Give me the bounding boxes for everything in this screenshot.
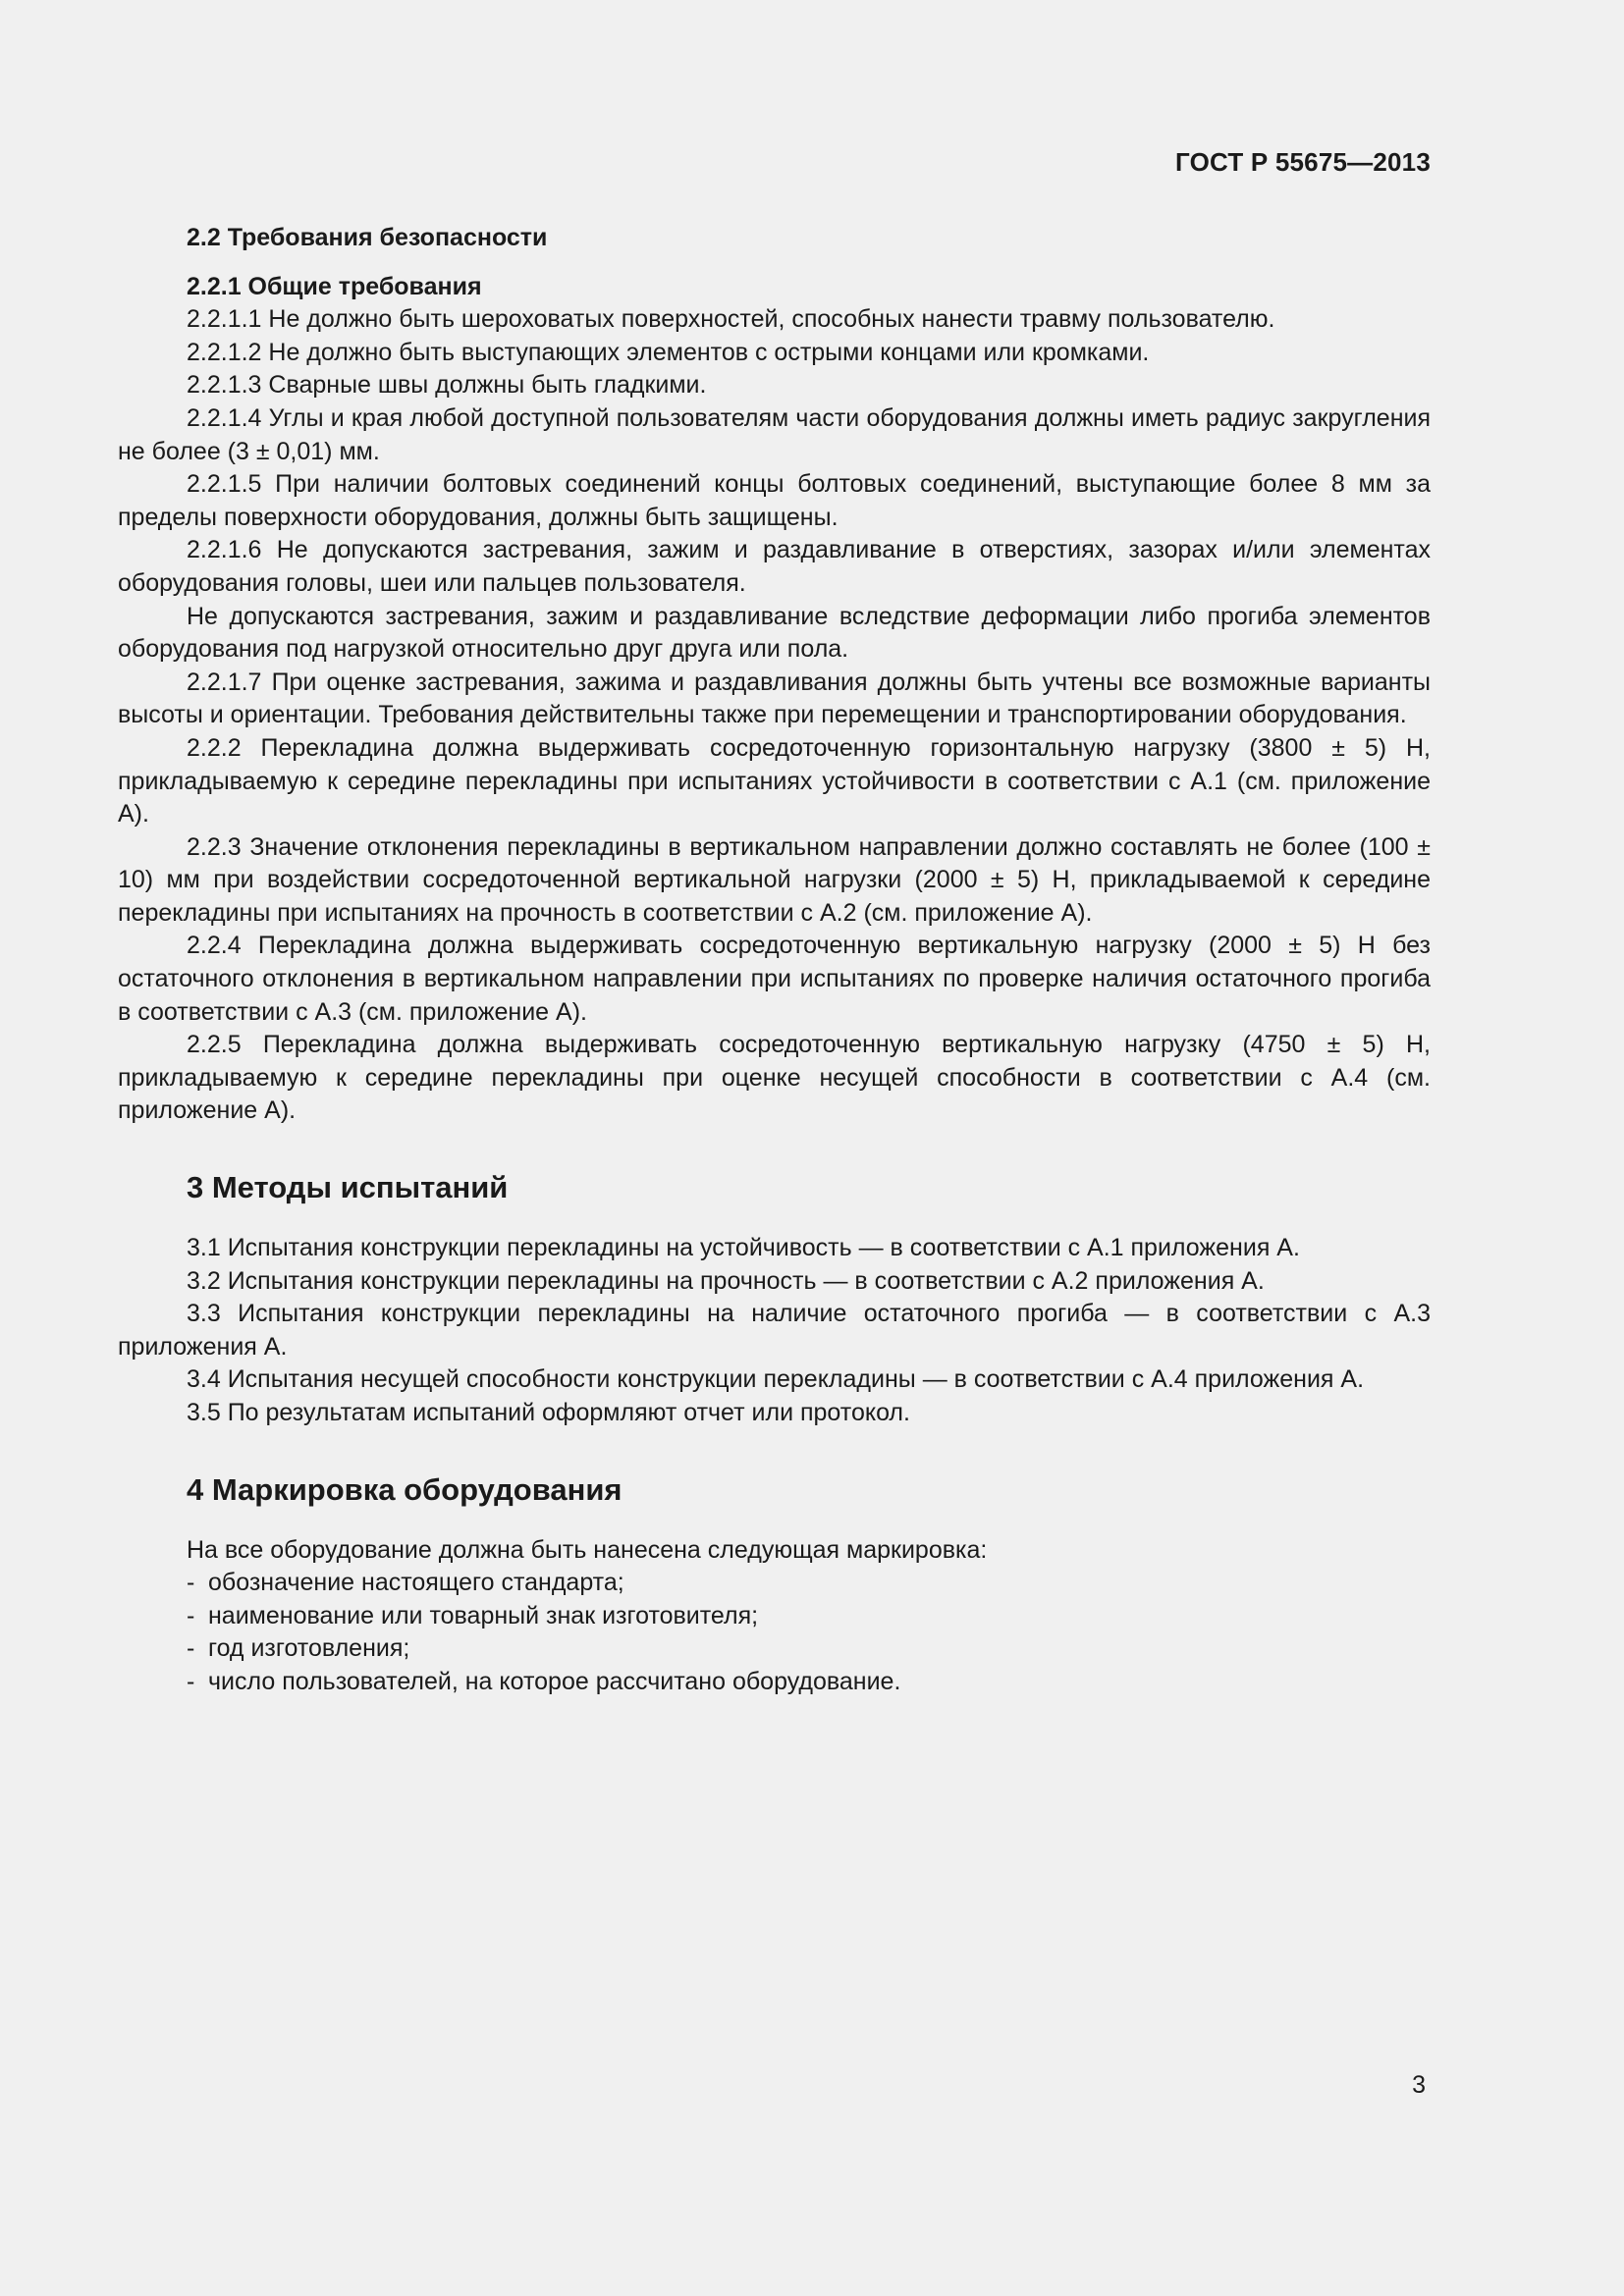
dash-bullet: - bbox=[187, 1569, 195, 1597]
section-2-2-heading: 2.2 Требования безопасности bbox=[187, 224, 548, 251]
section-2-2-1-heading: 2.2.1 Общие требования bbox=[187, 272, 482, 300]
paragraph: 3.4 Испытания несущей способности конструкции перекладины — в соответствии с А.4 приложения А. bbox=[187, 1365, 1365, 1394]
dash-bullet: - bbox=[187, 1601, 195, 1629]
paragraph: Не допускаются застревания, зажим и раздавливание вследствие деформации либо прогиба элементов оборудования под нагрузкой относительно друг друга или пола. bbox=[118, 602, 1431, 664]
paragraph: 2.2.1.3 Сварные швы должны быть гладкими. bbox=[187, 371, 707, 400]
dash-bullet: - bbox=[187, 1667, 195, 1695]
standard-code: ГОСТ Р 55675—2013 bbox=[1175, 147, 1431, 177]
paragraph: 3.2 Испытания конструкции перекладины на прочность — в соответствии с А.2 приложения А. bbox=[187, 1266, 1265, 1295]
marking-intro: На все оборудование должна быть нанесена следующая маркировка: bbox=[187, 1535, 988, 1564]
list-item: - наименование или товарный знак изготовителя; bbox=[187, 1600, 1431, 1633]
dash-bullet: - bbox=[187, 1634, 195, 1663]
paragraph: 2.2.2 Перекладина должна выдерживать сосредоточенную горизонтальную нагрузку (3800 ± 5) Н, прикладываемую к середине перекладины при испытаниях устойчивости в соответствии с А.1 (см. приложение А). bbox=[118, 733, 1431, 828]
paragraph: 3.1 Испытания конструкции перекладины на устойчивость — в соответствии с А.1 приложения А. bbox=[187, 1234, 1300, 1262]
paragraph: 2.2.1.7 При оценке застревания, зажима и раздавливания должны быть учтены все возможные варианты высоты и ориентации. Требования действительны также при перемещении и транспортировании оборудования. bbox=[118, 667, 1431, 729]
paragraph: 2.2.1.1 Не должно быть шероховатых поверхностей, способных нанести травму пользователю. bbox=[187, 305, 1275, 334]
paragraph: 2.2.5 Перекладина должна выдерживать сосредоточенную вертикальную нагрузку (4750 ± 5) Н, прикладываемую к середине перекладины при оценке несущей способности в соответствии с А.4 (см. приложение А). bbox=[118, 1031, 1431, 1125]
section-4-heading: 4 Маркировка оборудования bbox=[187, 1471, 623, 1507]
paragraph: 2.2.4 Перекладина должна выдерживать сосредоточенную вертикальную нагрузку (2000 ± 5) Н без остаточного отклонения в вертикальном направлении при испытаниях по проверке наличия остаточного прогиба в соответствии с А.3 (см. приложение А). bbox=[118, 932, 1431, 1026]
section-3-heading: 3 Методы испытаний bbox=[187, 1170, 509, 1205]
marking-list bbox=[187, 1567, 1431, 1698]
paragraph: 2.2.3 Значение отклонения перекладины в вертикальном направлении должно составлять не более (100 ± 10) мм при воздействии сосредоточенной вертикальной нагрузки (2000 ± 5) Н, прикладываемой к середине перекладины при испытаниях на прочность в соответствии с А.2 (см. приложение А). bbox=[118, 832, 1431, 927]
paragraph: 3.5 По результатам испытаний оформляют отчет или протокол. bbox=[187, 1399, 910, 1426]
list-item: - число пользователей, на которое рассчитано оборудование. bbox=[187, 1666, 1431, 1699]
paragraph: 2.2.1.5 При наличии болтовых соединений концы болтовых соединений, выступающие более 8 мм за пределы поверхности оборудования, должны быть защищены. bbox=[118, 470, 1431, 531]
list-item: - обозначение настоящего стандарта; bbox=[187, 1567, 1431, 1600]
document-body bbox=[118, 222, 1431, 1699]
list-item: - год изготовления; bbox=[187, 1632, 1431, 1666]
paragraph: 2.2.1.4 Углы и края любой доступной пользователям части оборудования должны иметь радиус закругления не более (3 ± 0,01) мм. bbox=[118, 403, 1431, 465]
page-number: 3 bbox=[1412, 2071, 1426, 2099]
paragraph: 2.2.1.2 Не должно быть выступающих элементов с острыми концами или кромками. bbox=[187, 338, 1150, 366]
paragraph: 3.3 Испытания конструкции перекладины на наличие остаточного прогиба — в соответствии с А.3 приложения А. bbox=[118, 1300, 1431, 1361]
paragraph: 2.2.1.6 Не допускаются застревания, зажим и раздавливание в отверстиях, зазорах и/или элементах оборудования головы, шеи или пальцев пользователя. bbox=[118, 536, 1431, 597]
